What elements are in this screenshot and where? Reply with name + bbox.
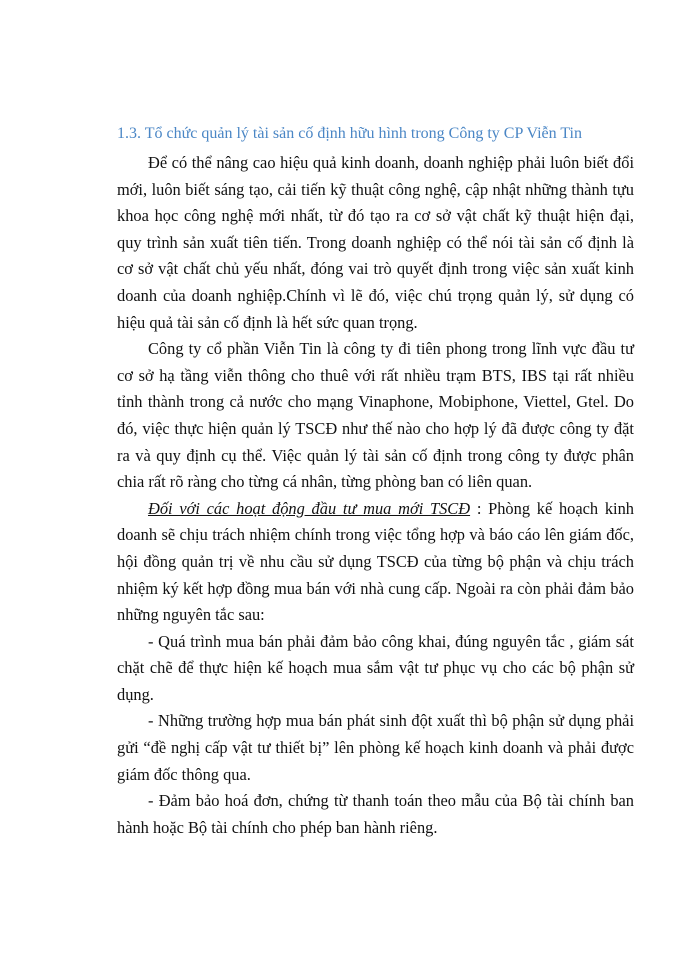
procurement-text: : Phòng kế hoạch kinh doanh sẽ chịu trách nhiệm chính trong việc tổng hợp và báo cáo lên giám đốc, hội đồng quản trị về nhu cầu sử dụng TSCĐ của từng bộ phận và chịu trách nhiệm ký kết hợp đồng mua bán với nhà cung cấp. Ngoài ra còn phải đảm bảo những nguyên tắc sau: — [117, 498, 635, 625]
paragraph-procurement — [117, 496, 634, 629]
rule-item-transparency: - Quá trình mua bán phải đảm bảo công khai, đúng nguyên tắc , giám sát chặt chẽ để thực hiện kế hoạch mua sắm vật tư phục vụ cho các bộ phận sử dụng. — [117, 631, 634, 704]
procurement-lead: Đối với các hoạt động đầu tư mua mới TSCĐ — [148, 498, 471, 518]
paragraph-intro: Để có thể nâng cao hiệu quả kinh doanh, doanh nghiệp phải luôn biết đổi mới, luôn biết sáng tạo, cải tiến kỹ thuật công nghệ, cập nhật những thành tựu khoa học công nghệ mới nhất, từ đó tạo ra cơ sở vật chất kỹ thuật hiện đại, quy trình sản xuất tiên tiến. Trong doanh nghiệp có thể nói tài sản cố định là cơ sở vật chất chủ yếu nhất, đóng vai trò quyết định trong việc sản xuất kinh doanh của doanh nghiệp.Chính vì lẽ đó, việc chú trọng quản lý, sử dụng có hiệu quả tài sản cố định là hết sức quan trọng. — [117, 153, 634, 332]
rule-item-urgent-purchase: - Những trường hợp mua bán phát sinh đột xuất thì bộ phận sử dụng phải gửi “đề nghị cấp vật tư thiết bị” lên phòng kế hoạch kinh doanh và phải được giám đốc thông qua. — [117, 711, 634, 784]
paragraph-company: Công ty cổ phần Viễn Tin là công ty đi tiên phong trong lĩnh vực đầu tư cơ sở hạ tầng viễn thông cho thuê với rất nhiều trạm BTS, IBS tại rất nhiều tỉnh thành trong cả nước cho mạng Vinaphone, Mobiphone, Viettel, Gtel. Do đó, việc thực hiện quản lý TSCĐ như thế nào cho hợp lý đã được công ty đặt ra và quy định cụ thể. Việc quản lý tài sản cố định trong công ty được phân chia rất rõ ràng cho từng cá nhân, từng phòng ban có liên quan. — [117, 339, 634, 492]
section-heading: 1.3. Tổ chức quản lý tài sản cố định hữu hình trong Công ty CP Viễn Tin — [117, 125, 582, 142]
document-body — [117, 150, 634, 841]
rule-item-invoices: - Đảm bảo hoá đơn, chứng từ thanh toán theo mẫu của Bộ tài chính ban hành hoặc Bộ tài chính cho phép ban hành riêng. — [117, 791, 634, 837]
